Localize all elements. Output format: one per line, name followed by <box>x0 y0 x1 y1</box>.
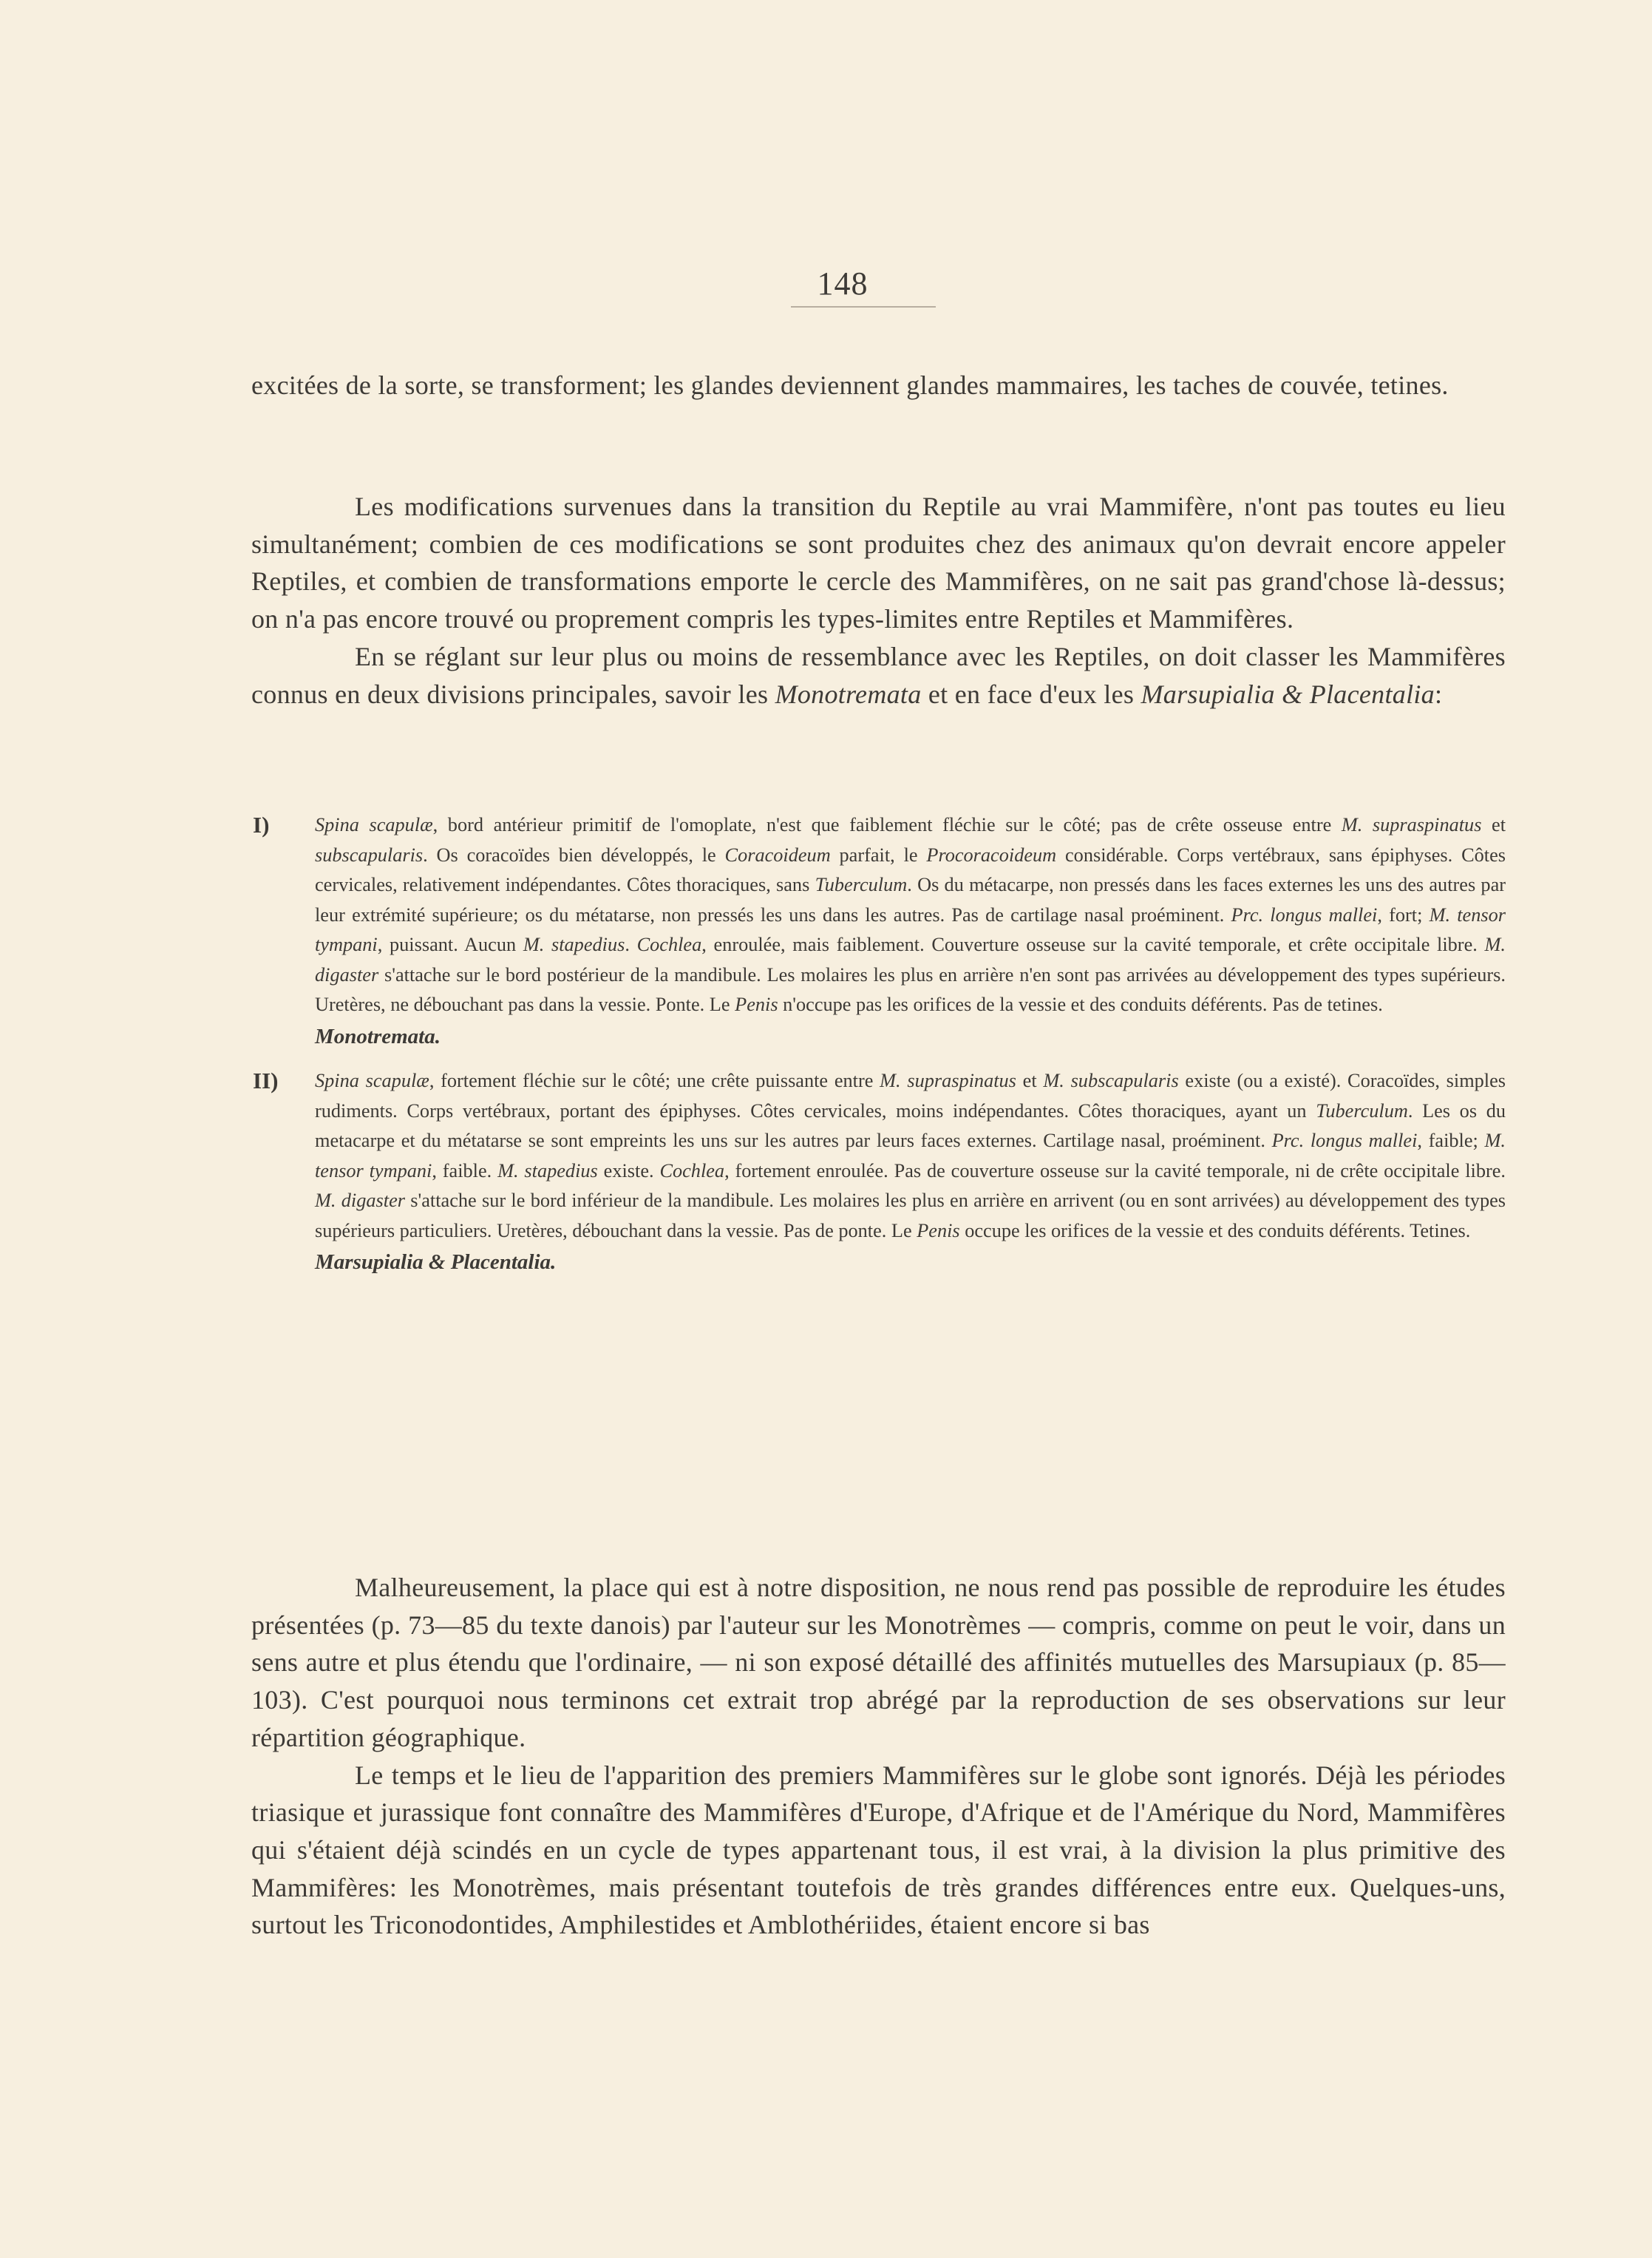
classification-list <box>253 810 1506 1278</box>
page-number: 148 <box>817 265 869 302</box>
item-number: I) <box>253 812 270 838</box>
lower-paragraphs <box>251 1569 1506 1944</box>
paragraph-transition: Les modifications survenues dans la transition du Reptile au vrai Mammifère, n'ont pas toutes eu lieu simultanément; combien de ces modifications se sont produites chez des animaux qu'on devrait encore appeler Reptiles, et combien de transformations emporte le cercle des Mammifères, on ne sait pas grand'chose là-dessus; on n'a pas encore trouvé ou proprement compris les types-limites entre Reptiles et Mammifères. <box>251 492 1506 634</box>
item-heading-marsupialia-placentalia: Marsupialia & Placentalia. <box>315 1250 557 1274</box>
paragraph-classification: En se réglant sur leur plus ou moins de ressemblance avec les Reptiles, on doit classer les Mammifères connus en deux divisions principales, savoir les Monotremata et en face d'eux les Marsupialia & Placentalia: <box>251 641 1506 709</box>
paragraph-reproduction: Malheureusement, la place qui est à notre disposition, ne nous rend pas possible de reproduire les études présentées (p. 73—85 du texte danois) par l'auteur sur les Monotrèmes — compris, comme on peut le voir, dans un sens autre et plus étendu que l'ordinaire, — ni son exposé détaillé des affinités mutuelles des Marsupiaux (p. 85—103). C'est pourquoi nous terminons cet extrait trop abrégé par la reproduction de ses observations sur leur répartition géographique. <box>251 1573 1506 1752</box>
list-item-monotremata: I) Spina scapulæ, bord antérieur primitif de l'omoplate, n'est que faiblement fléchie sur le côté; pas de crête osseuse entre M. supraspinatus et subscapularis. Os coracoïdes bien développés, le Coracoideum parfait, le Procoracoideum considérable. Corps vertébraux, sans épiphyses. Côtes cervicales, relativement indépendantes. Côtes thoraciques, sans Tuberculum. Os du métacarpe, non pressés dans les faces externes les uns des autres par leur extrémité supérieure; os du métatarse, non pressés les uns dans les autres. Pas de cartilage nasal proéminent. Prc. longus mallei, fort; M. tensor tympani, puissant. Aucun M. stapedius. Cochlea, enroulée, mais faiblement. Couverture osseuse sur la cavité temporale, et crête occipitale libre. M. digaster s'attache sur le bord postérieur de la mandibule. Les molaires les plus en arrière n'en sont pas arrivées au développement des types supérieurs. Uretères, ne débouchant pas dans la vessie. Ponte. Le Penis n'occupe pas les orifices de la vessie et des conduits déférents. Pas de tetines. Monotremata. <box>253 810 1506 1051</box>
upper-paragraphs <box>251 488 1506 713</box>
intro-paragraph: excitées de la sorte, se transforment; les glandes deviennent glandes mammaires, les taches de couvée, tetines. <box>251 370 1449 400</box>
item-number: II) <box>253 1068 279 1094</box>
item-heading-monotremata: Monotremata. <box>315 1024 441 1048</box>
list-item-marsupialia-placentalia: II) Spina scapulæ, fortement fléchie sur le côté; une crête puissante entre M. supraspinatus et M. subscapularis existe (ou a existé). Coracoïdes, simples rudiments. Corps vertébraux, portant des épiphyses. Côtes cervicales, moins indépendantes. Côtes thoraciques, ayant un Tuberculum. Les os du metacarpe et du métatarse se sont empreints les uns sur les autres par leurs faces externes. Cartilage nasal, proéminent. Prc. longus mallei, faible; M. tensor tympani, faible. M. stapedius existe. Cochlea, fortement enroulée. Pas de couverture osseuse sur la cavité temporale, ni de crête occipitale libre. M. digaster s'attache sur le bord inférieur de la mandibule. Les molaires les plus en arrière en arrivent (ou en sont arrivées) au développement des types supérieurs particuliers. Uretères, débouchant dans la vessie. Pas de ponte. Le Penis occupe les orifices de la vessie et des conduits déférents. Tetines. Marsupialia & Placentalia. <box>253 1066 1506 1278</box>
paragraph-geography: Le temps et le lieu de l'apparition des premiers Mammifères sur le globe sont ignorés. Déjà les périodes triasique et jurassique font connaître des Mammifères d'Europe, d'Afrique et de l'Amérique du Nord, Mammifères qui s'étaient déjà scindés en un cycle de types appartenant tous, il est vrai, à la division la plus primitive des Mammifères: les Monotrèmes, mais présentant toutefois de très grandes différences entre eux. Quelques-uns, surtout les Triconodontides, Amphilestides et Amblothériides, étaient encore si bas <box>251 1760 1506 1940</box>
page-number-rule <box>791 306 936 308</box>
